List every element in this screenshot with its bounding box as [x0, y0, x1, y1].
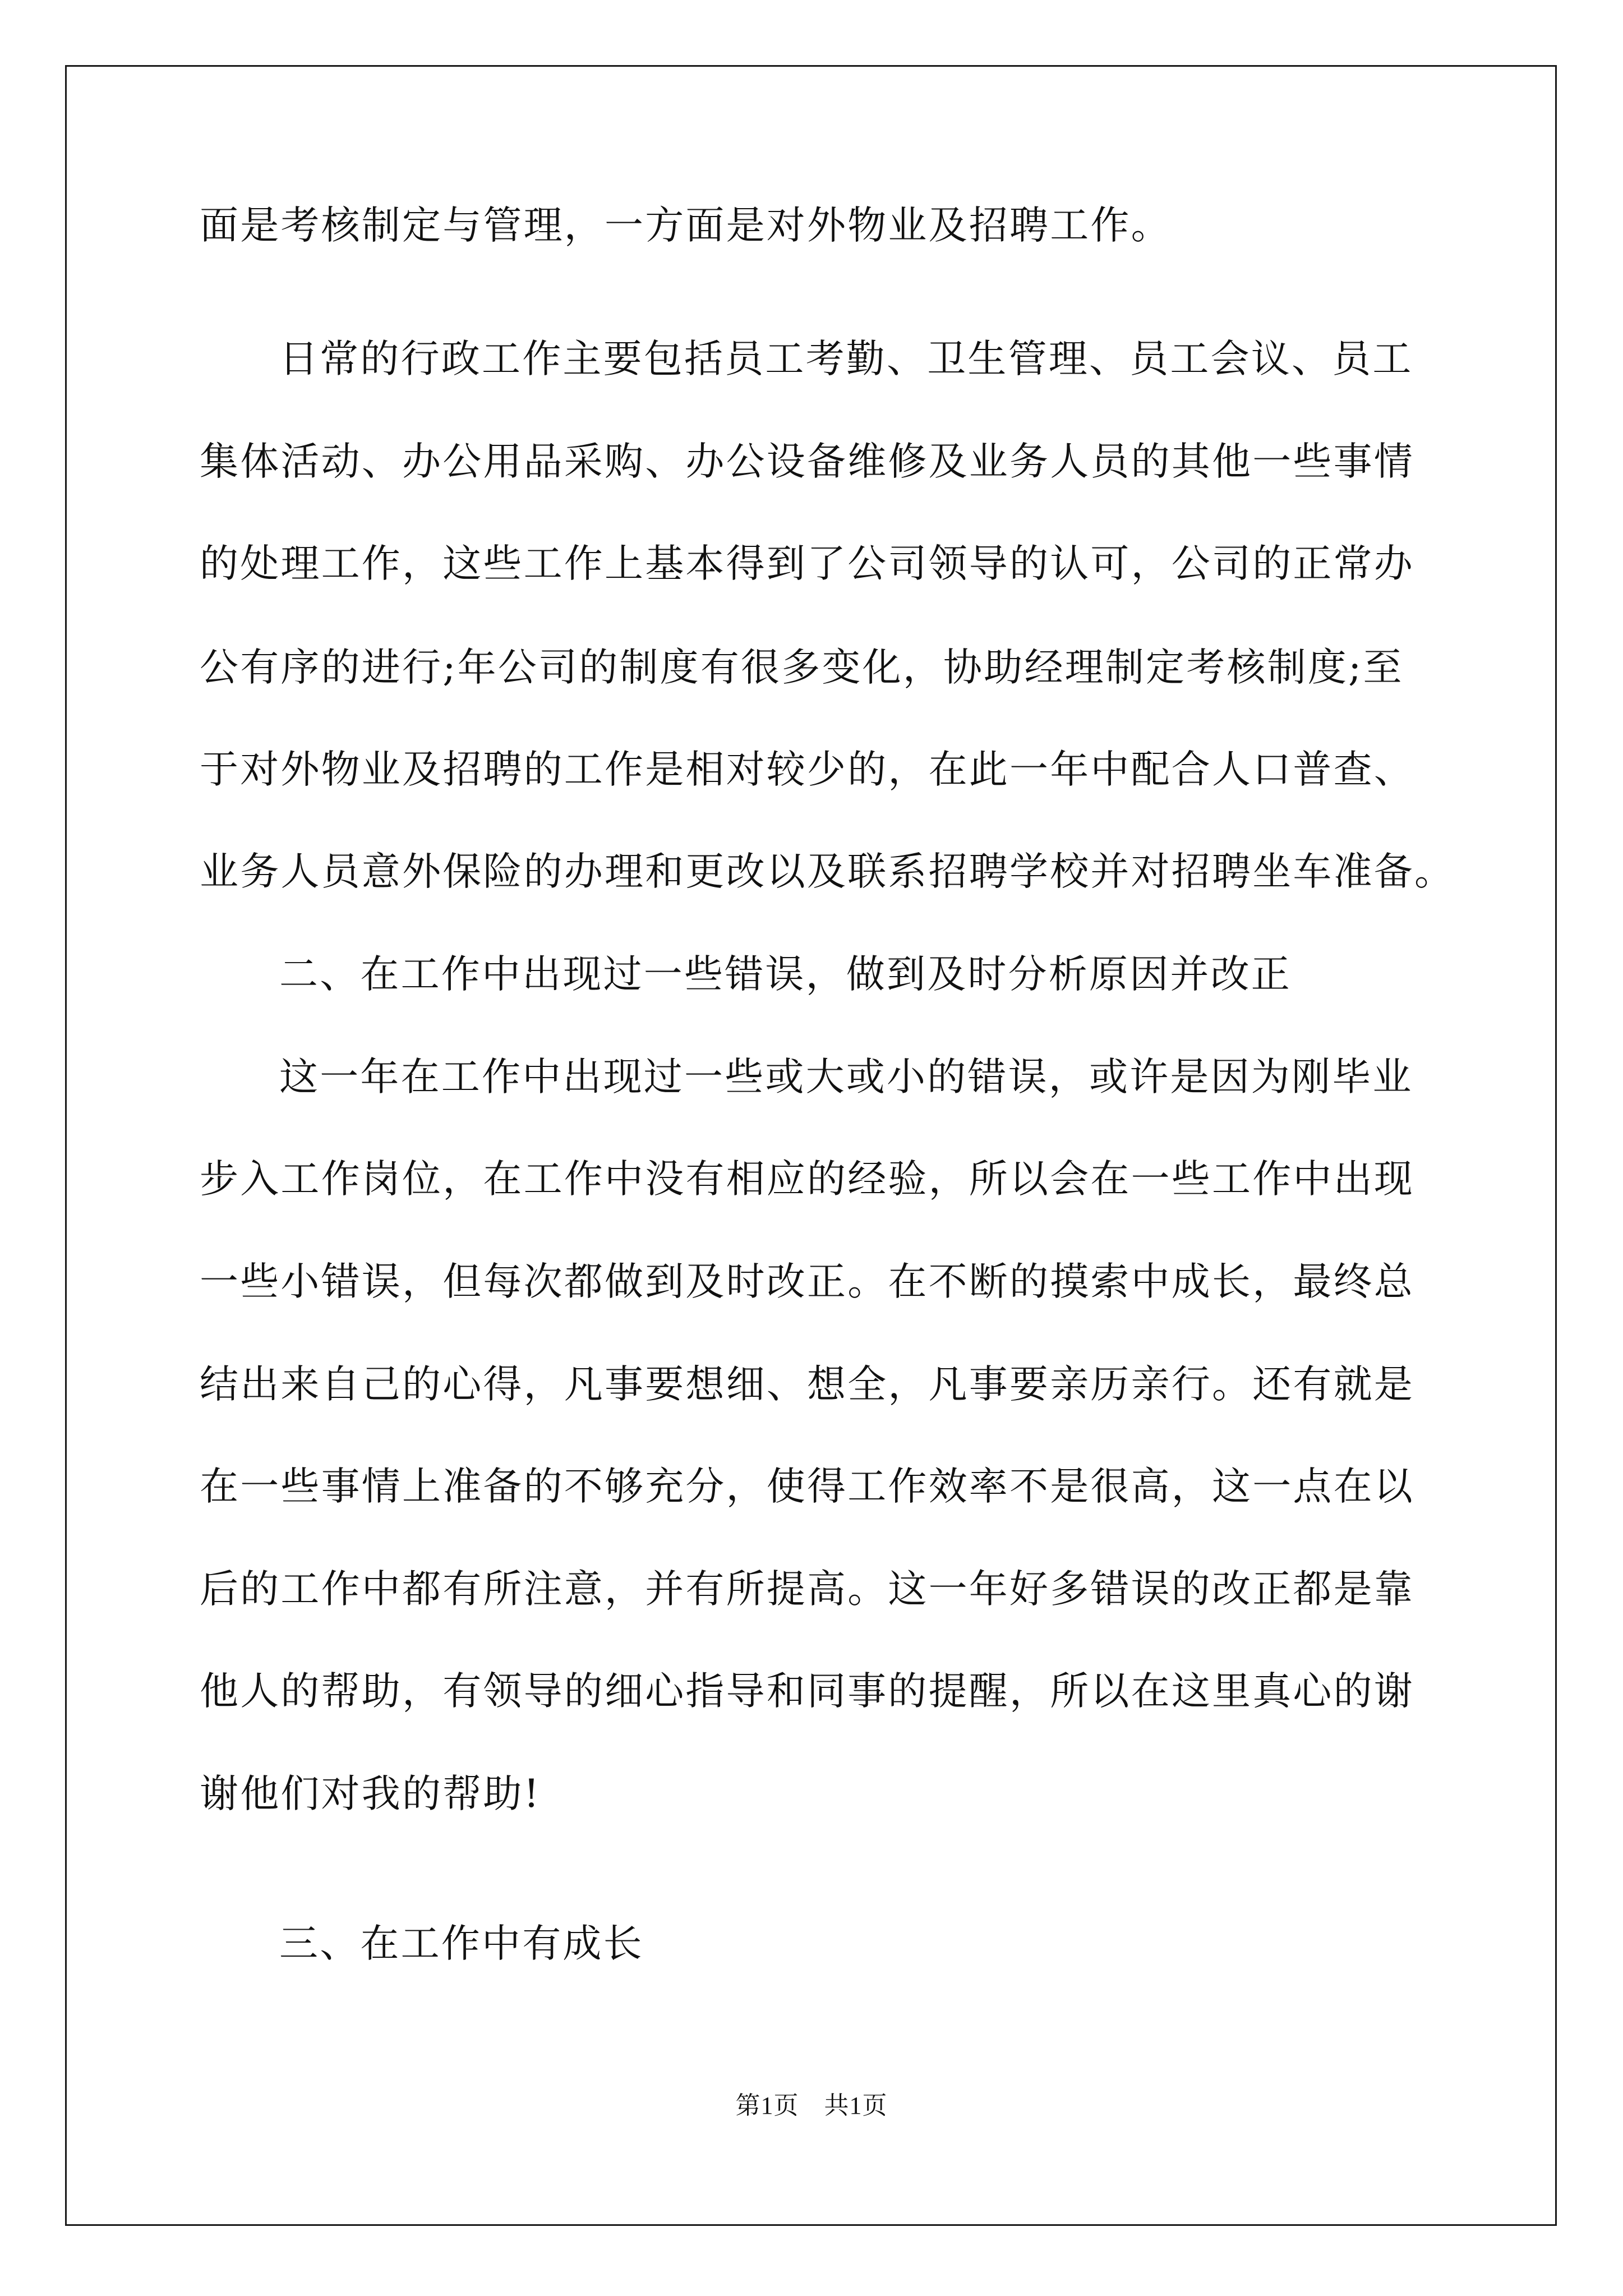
paragraph-line: 面是考核制定与管理，一方面是对外物业及招聘工作。: [200, 203, 1172, 248]
paragraph-line: 这一年在工作中出现过一些或大或小的错误，或许是因为刚毕业: [279, 1055, 1413, 1099]
paragraph-line: 谢他们对我的帮助!: [200, 1772, 541, 1816]
paragraph-line: 一些小错误，但每次都做到及时改正。在不断的摸索中成长，最终总: [200, 1259, 1414, 1304]
paragraph-line: 他人的帮助，有领导的细心指导和同事的提醒，所以在这里真心的谢: [200, 1669, 1414, 1714]
paragraph-line: 的处理工作，这些工作上基本得到了公司领导的认可，公司的正常办: [200, 541, 1414, 586]
paragraph-line: 后的工作中都有所注意，并有所提高。这一年好多错误的改正都是靠: [200, 1567, 1414, 1612]
section-heading: 三、在工作中有成长: [279, 1921, 644, 1966]
paragraph-line: 步入工作岗位，在工作中没有相应的经验，所以会在一些工作中出现: [200, 1157, 1414, 1202]
paragraph-line: 公有序的进行;年公司的制度有很多变化，协助经理制定考核制度;至: [200, 645, 1404, 690]
section-heading: 二、在工作中出现过一些错误，做到及时分析原因并改正: [279, 952, 1292, 997]
page-number-footer: 第1页 共1页: [735, 2092, 888, 2119]
paragraph-line: 于对外物业及招聘的工作是相对较少的，在此一年中配合人口普查、: [200, 747, 1414, 792]
page-border: [65, 65, 1557, 2226]
paragraph-line: 集体活动、办公用品采购、办公设备维修及业务人员的其他一些事情: [200, 439, 1414, 484]
paragraph-line: 在一些事情上准备的不够充分，使得工作效率不是很高，这一点在以: [200, 1464, 1414, 1509]
paragraph-line: 结出来自己的心得，凡事要想细、想全，凡事要亲历亲行。还有就是: [200, 1362, 1414, 1407]
paragraph-line: 业务人员意外保险的办理和更改以及联系招聘学校并对招聘坐车准备。: [200, 849, 1455, 894]
paragraph-line: 日常的行政工作主要包括员工考勤、卫生管理、员工会议、员工: [279, 337, 1413, 381]
